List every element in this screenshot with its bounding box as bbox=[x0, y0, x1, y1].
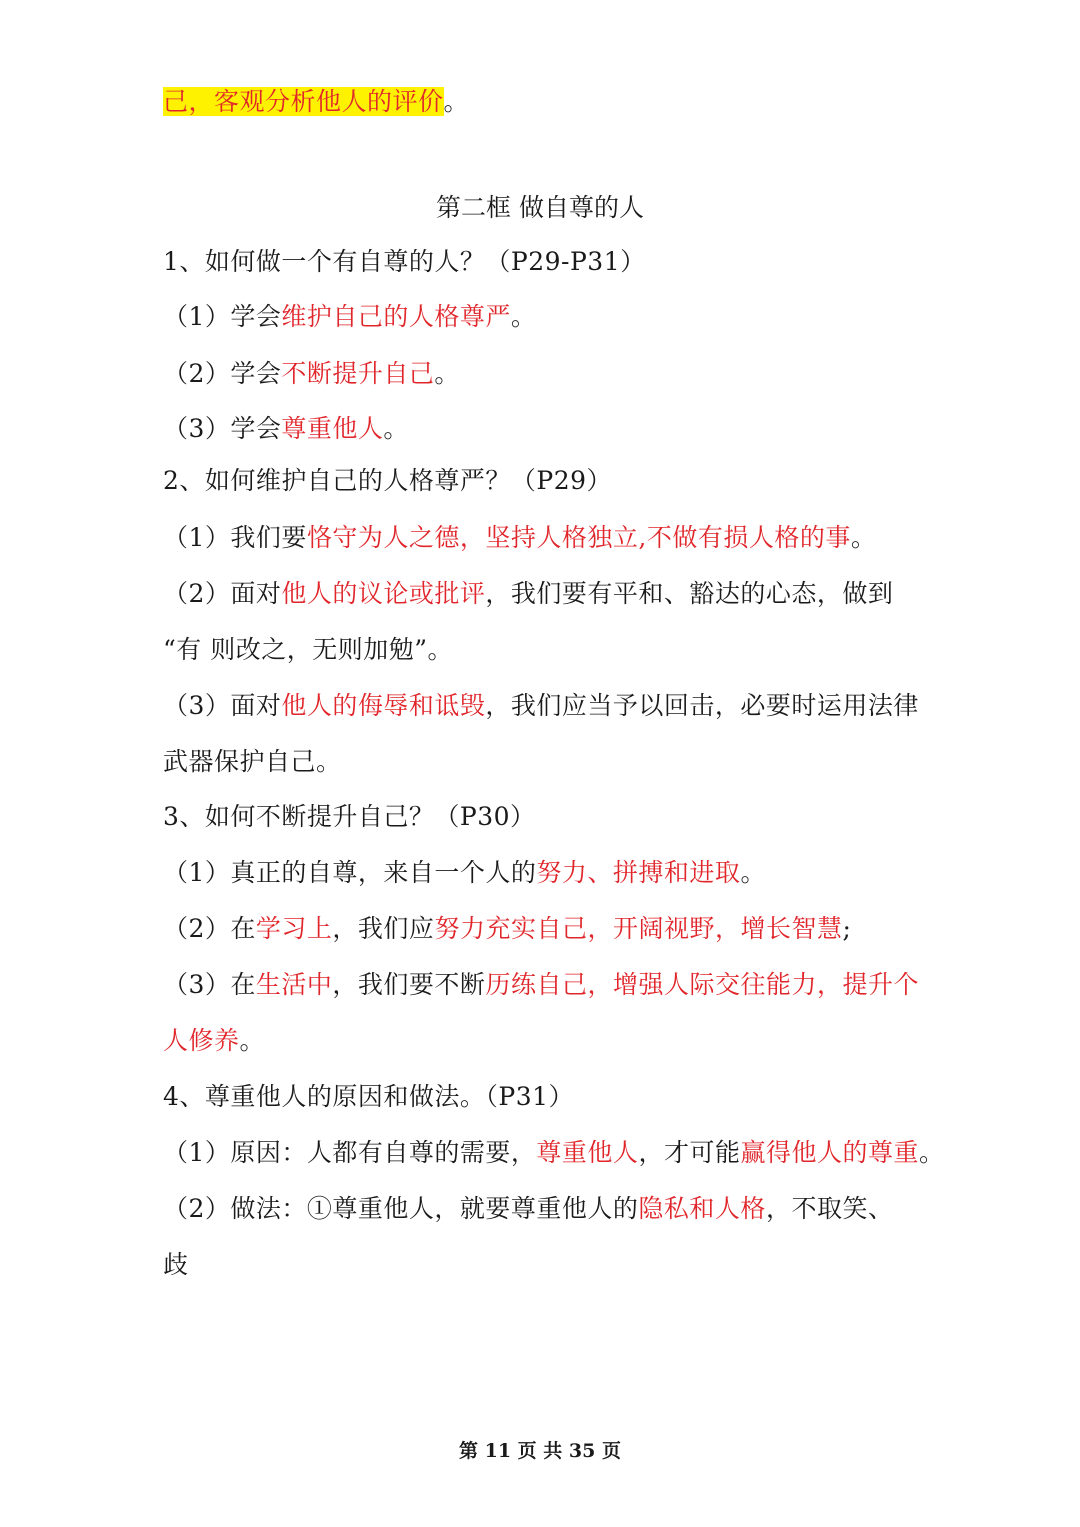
plain-text: （2）面对 bbox=[163, 579, 282, 608]
plain-text: ，我们要不断 bbox=[332, 970, 486, 999]
section-title: 第二框 做自尊的人 bbox=[436, 193, 644, 222]
key-phrase: 隐私和人格 bbox=[638, 1194, 766, 1223]
key-phrase: 他人的议论或批评 bbox=[281, 579, 486, 608]
answer-line-continued: “有 则改之，无则加勉”。 bbox=[163, 635, 454, 664]
plain-text: ，才可能 bbox=[638, 1138, 741, 1167]
plain-text: 。 bbox=[740, 858, 766, 887]
key-phrase: 学习上 bbox=[255, 914, 333, 943]
plain-text: （1）学会 bbox=[163, 302, 282, 331]
plain-text: 。 bbox=[383, 414, 409, 443]
answer-line bbox=[163, 358, 460, 390]
plain-text: （1）我们要 bbox=[163, 523, 307, 552]
answer-line bbox=[163, 578, 893, 610]
plain-text: 。 bbox=[510, 302, 537, 331]
plain-text: （1）真正的自尊，来自一个人的 bbox=[163, 858, 537, 887]
key-phrase: 历练自己，增强人际交往能力，提升个 bbox=[485, 970, 919, 999]
key-phrase: 努力充实自己，开阔视野，增长智慧 bbox=[434, 914, 843, 943]
key-phrase: 人修养 bbox=[163, 1026, 240, 1055]
plain-text: 。 bbox=[239, 1026, 266, 1055]
key-phrase: 不做有损人格的事 bbox=[646, 523, 851, 552]
answer-line bbox=[163, 1193, 893, 1225]
answer-line-continued: 歧 bbox=[163, 1250, 189, 1279]
highlighted-text: 己，客观分析他人的评价 bbox=[163, 87, 444, 116]
question-heading-3: 3、如何不断提升自己？（P30） bbox=[163, 802, 536, 831]
question-heading-2: 2、如何维护自己的人格尊严？（P29） bbox=[163, 466, 613, 495]
plain-text: ，我们应 bbox=[332, 914, 435, 943]
key-phrase: 赢得他人的尊重 bbox=[740, 1138, 919, 1167]
key-phrase: 尊重他人 bbox=[536, 1138, 639, 1167]
answer-line bbox=[163, 522, 876, 554]
answer-line bbox=[163, 1137, 944, 1169]
plain-text: 。 bbox=[443, 87, 470, 116]
plain-text: （2）在 bbox=[163, 914, 256, 943]
plain-text: ，我们要有平和、豁达的心态，做到 bbox=[485, 579, 894, 608]
question-heading-4: 4、尊重他人的原因和做法。（P31） bbox=[163, 1082, 575, 1111]
page-number-footer: 第 11 页 共 35 页 bbox=[459, 1440, 621, 1462]
continued-text-line bbox=[163, 86, 469, 118]
key-phrase: 维护自己的人格尊严 bbox=[281, 302, 511, 331]
plain-text: （1）原因：人都有自尊的需要， bbox=[163, 1138, 537, 1167]
plain-text: 。 bbox=[434, 359, 460, 388]
key-phrase: 不断提升自己 bbox=[281, 359, 435, 388]
answer-line bbox=[163, 913, 851, 945]
answer-line bbox=[163, 857, 766, 889]
key-phrase: 生活中 bbox=[255, 970, 333, 999]
plain-text: ; bbox=[842, 914, 852, 943]
plain-text: 。 bbox=[850, 523, 877, 552]
key-phrase: 恪守为人之德，坚持人格独立 bbox=[306, 523, 639, 552]
key-phrase: 努力、拼搏和进取 bbox=[536, 858, 741, 887]
answer-line bbox=[163, 969, 919, 1001]
answer-line-continued: 武器保护自己。 bbox=[163, 747, 342, 776]
plain-text: ，我们应当予以回击，必要时运用法律 bbox=[485, 691, 919, 720]
answer-line-continued bbox=[163, 1025, 265, 1057]
answer-line bbox=[163, 301, 536, 333]
plain-text: 。 bbox=[918, 1138, 945, 1167]
key-phrase: 他人的侮辱和诋毁 bbox=[281, 691, 486, 720]
answer-line bbox=[163, 690, 919, 722]
plain-text: （3）在 bbox=[163, 970, 256, 999]
key-phrase: 尊重他人 bbox=[281, 414, 384, 443]
plain-text: （2）做法：①尊重他人，就要尊重他人的 bbox=[163, 1194, 639, 1223]
plain-text: （3）学会 bbox=[163, 414, 282, 443]
plain-text: ，不取笑、 bbox=[765, 1194, 894, 1223]
question-heading-1: 1、如何做一个有自尊的人？（P29-P31） bbox=[163, 247, 646, 276]
plain-text: （3）面对 bbox=[163, 691, 282, 720]
answer-line bbox=[163, 413, 409, 445]
plain-text: , bbox=[638, 523, 647, 552]
plain-text: （2）学会 bbox=[163, 359, 282, 388]
